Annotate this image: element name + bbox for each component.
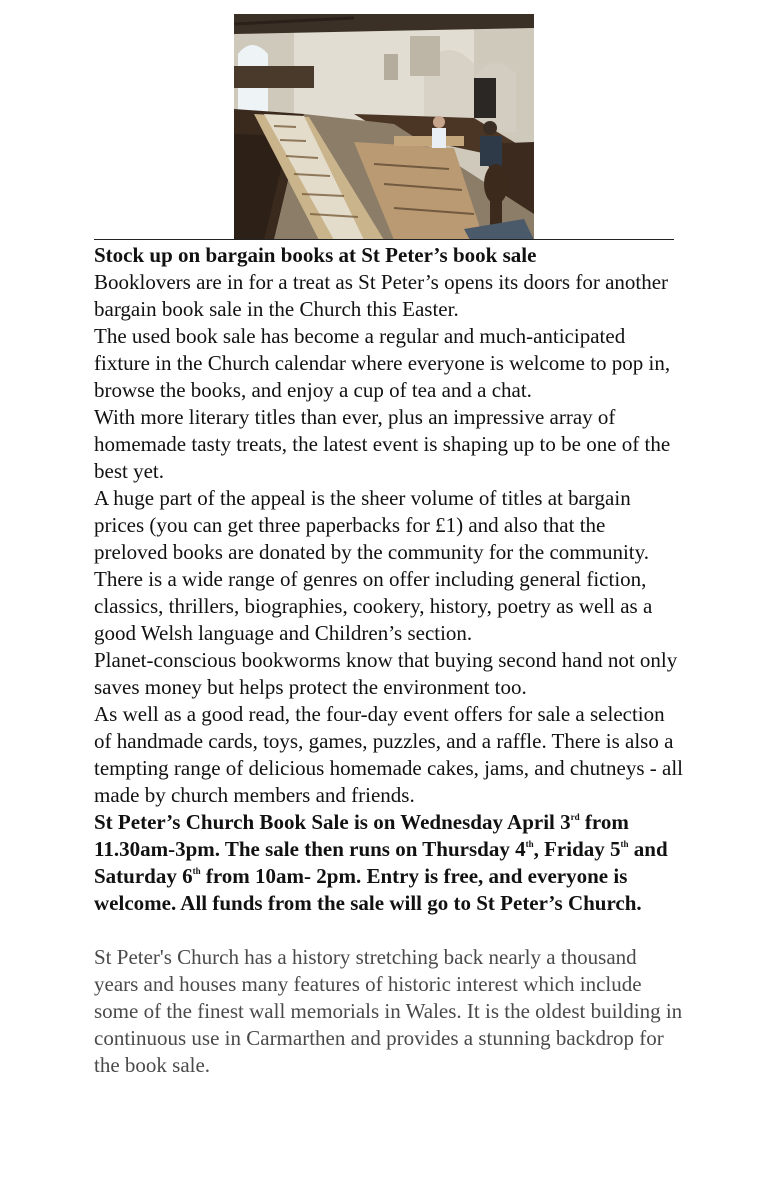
article-paragraph: With more literary titles than ever, plus an impressive array of homemade tasty treats, the latest event is shaping up to be one of the best yet. [94,405,671,483]
article-paragraph: A huge part of the appeal is the sheer volume of titles at bargain prices (you can get three paperbacks for £1) and also that the preloved books are donated by the community for the community. There is a wide range of genres on offer including general fiction, classics, thrillers, biographies, cookery, history, poetry as well as a good Welsh language and Children’s section. [94,486,653,645]
church-history-paragraph: St Peter's Church has a history stretching back nearly a thousand years and houses many features of historic interest which include some of the finest wall memorials in Wales. It is the oldest building in continuous use in Carmarthen and provides a stunning backdrop for the book sale. [94,945,683,1077]
sale-details-text: from 10am- 2pm. Entry is free, and everyone is welcome. All funds from the sale will go to St Peter’s Church. [94,864,642,915]
sale-details [94,809,684,917]
article-paragraph: As well as a good read, the four-day event offers for sale a selection of handmade cards, toys, games, puzzles, and a raffle. There is also a tempting range of delicious homemade cakes, jams, and chutneys - all made by church members and friends. [94,702,683,807]
title-divider [94,239,674,240]
article-body [94,242,684,1079]
sale-details-text: and Saturday 6 [94,837,668,888]
article-paragraph: Booklovers are in for a treat as St Peter’s opens its doors for another bargain book sale in the Church this Easter. [94,270,669,321]
article-headline: Stock up on bargain books at St Peter’s book sale [94,243,537,267]
sale-details-text: from 11.30am-3pm. The sale then runs on Thursday 4 [94,810,629,861]
church-book-sale-photo [234,14,534,240]
ordinal-suffix: th [525,839,534,849]
ordinal-suffix: th [620,839,629,849]
church-interior-illustration [234,14,534,240]
sale-details-text: , Friday 5 [533,837,621,861]
article-paragraph: The used book sale has become a regular and much-anticipated fixture in the Church calendar where everyone is welcome to pop in, browse the books, and enjoy a cup of tea and a chat. [94,324,671,402]
ordinal-suffix: rd [570,812,580,822]
ordinal-suffix: th [192,866,201,876]
article-paragraph: Planet-conscious bookworms know that buying second hand not only saves money but helps protect the environment too. [94,648,678,699]
sale-details-text: St Peter’s Church Book Sale is on Wednesday April 3 [94,810,571,834]
